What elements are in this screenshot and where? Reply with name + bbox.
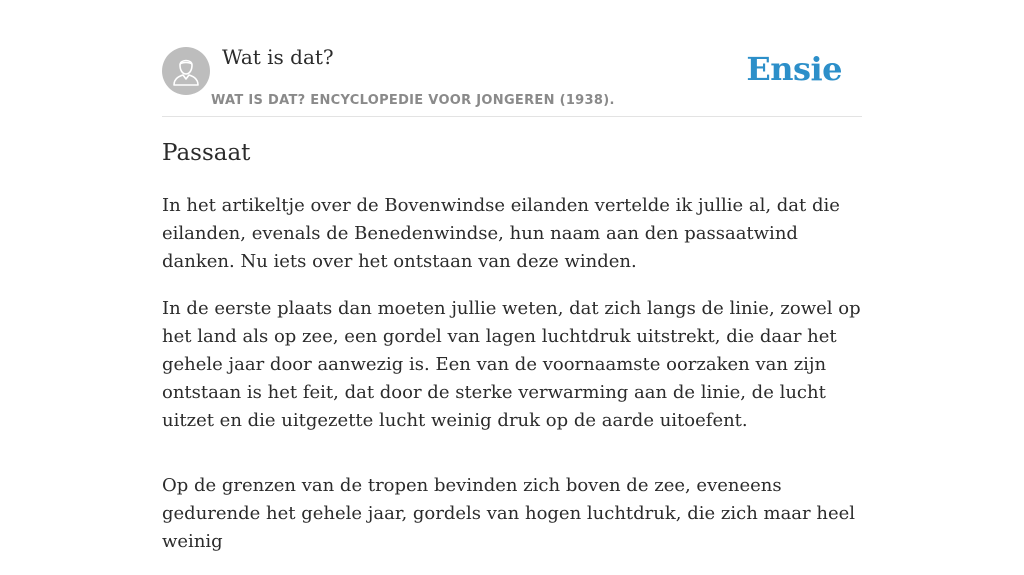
header <box>162 0 862 117</box>
article-paragraph: In het artikeltje over de Bovenwindse eilanden vertelde ik jullie al, dat die eilanden, evenals de Benedenwindse, hun naam aan den passaatwind danken. Nu iets over het ontstaan van deze winden. <box>162 195 840 272</box>
article-paragraph: In de eerste plaats dan moeten jullie weten, dat zich langs de linie, zowel op het land als op zee, een gordel van lagen luchtdruk uitstrekt, die daar het gehele jaar door aanwezig is. Een van de voornaamste oorzaken van zijn ontstaan is het feit, dat door de sterke verwarming aan de linie, de lucht uitzet en die uitgezette lucht weinig druk op de aarde uitoefent. <box>162 298 861 431</box>
avatar[interactable] <box>162 47 210 95</box>
article-paragraph: Op de grenzen van de tropen bevinden zich boven de zee, eveneens gedurende het gehele jaar, gordels van hogen luchtdruk, die zich maar heel weinig <box>162 475 856 552</box>
article-body <box>162 192 862 575</box>
brand-logo[interactable]: Ensie <box>746 50 842 88</box>
article-title: Passaat <box>162 140 251 166</box>
page <box>162 0 862 552</box>
source-description: WAT IS DAT? ENCYCLOPEDIE VOOR JONGEREN (1938). <box>211 93 615 108</box>
user-silhouette-icon <box>162 47 210 95</box>
source-name-link[interactable]: Wat is dat? <box>222 45 334 69</box>
